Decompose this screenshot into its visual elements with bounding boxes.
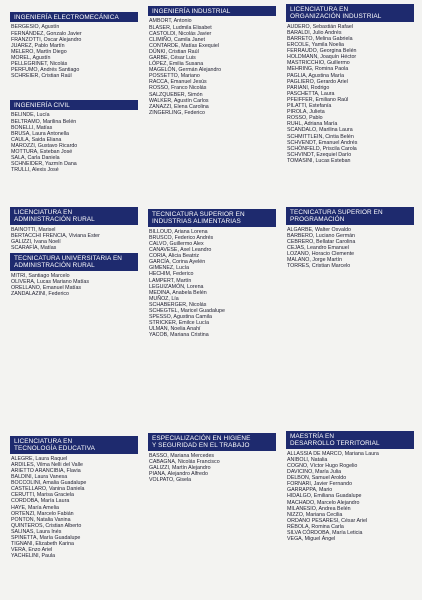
list-item: HIDALGO, Emiliana Guadalupe: [287, 493, 362, 500]
graduate-list: [286, 227, 414, 270]
list-item: FERNÁNDEZ, Gonzalo Javier: [11, 30, 82, 37]
list-item: BRUSA, Laura Antonella: [11, 130, 70, 137]
list-item: GARRAPPA, Mario: [287, 487, 333, 494]
list-item: SALA, Carla Daniela: [11, 155, 60, 162]
graduate-list: [286, 451, 414, 542]
list-item: BILLOUD, Ariana Lorena: [149, 228, 208, 235]
list-item: VERA, Enzo Ariel: [11, 547, 53, 554]
list-item: LOZANO, Horacio Clemente: [287, 251, 355, 258]
list-item: GIMENEZ, Lucía: [149, 265, 190, 272]
list-item: BAINOTTI, Marisel: [11, 226, 56, 233]
list-item: SCHNEIDER, Yazmín Dana: [11, 161, 77, 168]
list-item: BARBERO, Luciano Germán: [287, 232, 356, 239]
list-item: PIROLA, Julieta: [287, 109, 325, 116]
graduate-list: [286, 24, 414, 164]
list-item: ZINGERLING, Federico: [149, 109, 205, 116]
list-item: STRICKER, Emilce Lucía: [149, 320, 210, 327]
list-item: ROSSO, Franco Nicolás: [149, 85, 207, 92]
list-item: TRULLI, Alexis José: [11, 167, 59, 174]
section-title-line: PROGRAMACIÓN: [290, 215, 345, 223]
list-item: PILATTI, Estefanía: [287, 103, 332, 110]
list-item: CONTARDE, Matías Exequiel: [149, 42, 219, 49]
list-item: PERFUMO, Andrés Santiago: [11, 67, 80, 74]
list-item: CEJAS, Leandro Emanuel: [287, 245, 349, 252]
list-item: LÓPEZ, Emilia Susana: [149, 61, 204, 68]
list-item: GALIZZI, Ivana Noelí: [11, 239, 61, 245]
graduate-list: [10, 112, 138, 173]
list-item: LAMPERT, Martín: [149, 277, 192, 284]
list-item: DÜNKI, Cristian Raúl: [149, 48, 199, 55]
section-header: [148, 209, 276, 227]
list-item: PIANA, Alejandro Alfredo: [149, 471, 208, 478]
list-item: SCANDALO, Marilina Laura: [287, 127, 353, 134]
list-item: SCHMITTLEIN, Cintia Belén: [287, 133, 354, 140]
list-item: SCARAFÍA, Matías: [11, 245, 57, 252]
section-title-line: TECNICATURA UNIVERSITARIA EN: [14, 254, 123, 262]
list-item: VEGA, Miguel Ángel: [287, 536, 336, 543]
list-item: BERGESIO, Agustín: [11, 24, 60, 31]
list-item: ROSSO, Pablo: [287, 115, 323, 122]
list-item: FRANZOTTI, Oscar Alejandro: [11, 36, 82, 43]
list-item: MITRI, Santiago Marcelo: [11, 272, 70, 279]
list-item: SPINETTA, María Guadalupe: [11, 535, 81, 542]
section-header: [286, 207, 414, 225]
section-header: [10, 207, 138, 225]
list-item: ZANAZZI, Elena Carolina: [149, 103, 209, 110]
list-item: TIGNANI, Elizabeth Karina: [11, 541, 74, 548]
list-item: MEDINA, Anabela Belén: [149, 289, 207, 296]
list-item: BERTACCHI FRENCIA, Viviana Ester: [11, 232, 100, 239]
section-title-line: ADMINISTRACIÓN RURAL: [14, 215, 95, 223]
list-item: TORRES, Cristian Marcelo: [287, 263, 351, 270]
list-item: AUDERO, Sebastián Rafael: [287, 23, 353, 30]
list-item: TOMASINI, Lucas Esteban: [287, 157, 351, 164]
section-civil: [10, 100, 138, 173]
list-item: CORDOBA, María Laura: [11, 498, 70, 505]
list-item: ARIETTO ARANCIBIA, Flavia: [11, 468, 81, 474]
list-item: ALGARBE, Walter Osvaldo: [287, 226, 351, 233]
section-title-line: DESARROLLO TERRITORIAL: [290, 439, 380, 447]
list-item: SILVA CÓRDOBA, María Leticia: [287, 530, 363, 537]
list-item: ULMAN, Noelia Anahí: [149, 326, 201, 333]
section-title-line: INDUSTRIAS ALIMENTARIAS: [152, 217, 241, 225]
section-title-line: LICENCIATURA EN: [14, 437, 73, 445]
list-item: CERUTTI, Marisa Graciela: [11, 492, 74, 499]
list-item: JUAREZ, Pablo Martín: [11, 42, 65, 49]
list-item: CANAVESE, Axel Leandro: [149, 247, 212, 254]
section-educativa: [10, 436, 138, 559]
list-item: HAYE, María Amelia: [11, 504, 59, 511]
list-item: SPESSO, Agustina Camila: [149, 314, 213, 321]
list-item: FERRAUDO, Georgina Belén: [287, 48, 357, 55]
list-item: ANIBOLI, Natalia: [287, 456, 328, 463]
list-item: SCHVENDT, Emanuel Andrés: [287, 139, 358, 146]
list-item: PFEIFFER, Emiliano Raúl: [287, 96, 349, 103]
list-item: CABAGNA, Nicolás Francisco: [149, 458, 220, 465]
list-item: QUINTEROS, Cristian Alberto: [11, 522, 82, 529]
list-item: RUHL, Adriana María: [287, 121, 338, 128]
section-header: [286, 4, 414, 22]
section-admin-rural: [10, 207, 138, 251]
list-item: ORTENZI, Marcelo Fabián: [11, 510, 74, 517]
list-item: FORNARI, Javier Fernando: [287, 481, 353, 488]
list-item: SALINAS, Laura Inés: [11, 528, 62, 535]
list-item: WALKER, Agustín Carlos: [149, 97, 209, 104]
list-item: DELBON, Samuel Aroldo: [287, 475, 347, 482]
list-item: MOREL, Agustín: [11, 54, 51, 61]
list-item: SCHÖNFELD, Priscila Carola: [287, 145, 357, 152]
list-item: COGNO, Víctor Hugo Rogelio: [287, 463, 358, 469]
section-header: [286, 431, 414, 449]
list-item: ORDANO PESARESI, César Ariel: [287, 517, 368, 524]
list-item: SALZQUEBER, Simón: [149, 91, 203, 98]
list-item: ALLASSIA DE MARCO, Mariana Laura: [287, 450, 379, 457]
list-item: BONELLI, Matías: [11, 124, 53, 131]
list-item: ARDILES, Vilma Nelli del Valle: [11, 461, 83, 468]
section-electromecanica: [10, 12, 138, 79]
list-item: ERCOLE, Yamila Noelia: [287, 42, 344, 49]
list-item: PELLEGRINET, Nicolás: [11, 60, 68, 67]
list-item: CALVO, Guillermo Alex: [149, 241, 204, 247]
list-item: BALDINI, Laura Vanesa: [11, 474, 68, 481]
section-title-line: MAESTRÍA EN: [290, 432, 335, 440]
list-item: YACHELINI, Paula: [11, 553, 56, 560]
list-item: BARALDI, Julio Andrés: [287, 29, 342, 36]
list-item: ORELLANO, Emanuel Matías: [11, 285, 82, 291]
section-header: [10, 253, 138, 271]
section-header: [10, 436, 138, 454]
list-item: CAULA, Saida Eliana: [11, 136, 62, 143]
list-item: CORIA, Alicia Beatriz: [149, 253, 200, 260]
list-item: BLASER, Ludmila Elisabet: [149, 24, 212, 31]
section-header: [10, 12, 138, 22]
section-title-line: TECNICATURA SUPERIOR EN: [290, 208, 383, 216]
graduate-list: [10, 227, 138, 251]
list-item: BRUSCO, Federico Andrés: [149, 234, 214, 241]
section-organizacion: [286, 4, 414, 164]
section-higiene: [148, 433, 276, 483]
section-title-line: ESPECIALIZACIÓN EN HIGIENE: [152, 434, 251, 442]
list-item: BARRETO, Melina Gabriela: [287, 36, 353, 42]
list-item: SCHEGTEL, Maricel Guadalupe: [149, 308, 225, 315]
section-alimentarias: [148, 209, 276, 339]
list-item: ZANDALAZINI, Federico: [11, 291, 69, 298]
list-item: OLIVERA, Lucas Mariano Matías: [11, 278, 90, 285]
list-item: GARBE, César Luis: [149, 54, 196, 61]
section-title-line: TECNOLOGÍA EDUCATIVA: [14, 444, 95, 452]
list-item: CASTOLDI, Nicolás Javier: [149, 30, 212, 37]
list-item: AMBORT, Antonio: [149, 18, 192, 25]
section-title-line: ORGANIZACIÓN INDUSTRIAL: [290, 12, 382, 20]
list-item: MILANESIO, Andrea Belén: [287, 505, 351, 512]
graduate-list: [10, 456, 138, 560]
list-item: MAGELÓN, Germán Alejandro: [149, 67, 222, 74]
section-title-line: INGENIERÍA CIVIL: [14, 101, 70, 109]
graduate-list: [148, 453, 276, 483]
list-item: CEBRERO, Bellatar Carolina: [287, 239, 356, 245]
list-item: GARCÍA, Corina Ayelén: [149, 259, 206, 266]
section-title-line: LICENCIATURA EN: [14, 208, 73, 216]
list-item: BELINDE, Lucía: [11, 112, 50, 119]
list-item: HECHIM, Federico: [149, 271, 194, 278]
section-industrial: [148, 6, 276, 116]
list-item: PAGLIA, Agustina María: [287, 72, 345, 79]
graduate-list: [148, 229, 276, 339]
section-maestria: [286, 431, 414, 542]
section-header: [148, 433, 276, 451]
section-title-line: INGENIERÍA INDUSTRIAL: [152, 7, 231, 15]
section-title-line: INGENIERÍA ELECTROMECÁNICA: [14, 13, 119, 21]
list-item: POSSETTO, Mariano: [149, 73, 200, 80]
list-item: RACCA, Emanuel Jesús: [149, 79, 207, 86]
list-item: MAROZZI, Gustavo Ricardo: [11, 142, 78, 149]
section-tec-admin-rural: [10, 253, 138, 297]
list-item: MACHADO, Marcelo Alejandro: [287, 499, 360, 506]
list-item: SCHABERGER, Nicolás: [149, 301, 207, 308]
list-item: MELERO, Martín Diego: [11, 48, 67, 55]
list-item: YACOB, Mariana Cristina: [149, 332, 209, 339]
section-header: [10, 100, 138, 110]
list-item: MEHRING, Romina Paola: [287, 66, 349, 73]
section-programacion: [286, 207, 414, 269]
graduate-list: [10, 24, 138, 79]
list-item: HOLDMANN, Joaquín Héctor: [287, 54, 357, 61]
list-item: BOCCOLINI, Amalia Guadalupe: [11, 480, 87, 487]
list-item: MOTTURA, Esteban José: [11, 148, 73, 155]
graduate-list: [148, 18, 276, 116]
list-item: DAVICINO, María Julia: [287, 469, 342, 476]
list-item: MASTRICCHIO, Guillermo: [287, 60, 350, 67]
list-item: VOLPATO, Gisela: [149, 477, 192, 484]
graduate-list: [10, 273, 138, 297]
list-item: PAGLIERO, Gerardo Ariel: [287, 78, 348, 85]
list-item: GALIZZI, Martín Alejandro: [149, 465, 211, 471]
section-header: [148, 6, 276, 16]
list-item: PONTON, Natalia Vanina: [11, 516, 71, 523]
list-item: MALANO, Jorge Martín: [287, 257, 343, 264]
section-title-line: LICENCIATURA EN: [290, 5, 349, 13]
list-item: SCHVINDT, Ezequiel Darío: [287, 151, 352, 158]
list-item: ALEGRE, Laura Raquel: [11, 455, 68, 462]
list-item: NIZZO, Mariana Cecilia: [287, 511, 343, 518]
section-title-line: TECNICATURA SUPERIOR EN: [152, 210, 245, 218]
list-item: SCHREIER, Cristian Raúl: [11, 73, 72, 80]
section-title-line: Y SEGURIDAD EN EL TRABAJO: [152, 441, 250, 449]
list-item: BELTRAMO, Marilina Belén: [11, 118, 77, 125]
list-item: CLIMIÑO, Camila Janet: [149, 36, 205, 43]
list-item: PARIANI, Rodrigo: [287, 84, 330, 91]
list-item: CASTELLARO, Vanina Daniela: [11, 486, 85, 493]
list-item: LEGUIZAMÓN, Lorena: [149, 283, 204, 290]
list-item: PASCHETTA, Laura: [287, 90, 335, 97]
list-item: MUÑOZ, Lía: [149, 295, 179, 302]
section-title-line: ADMINISTRACIÓN RURAL: [14, 261, 95, 269]
list-item: RÉBOLA, Romina Carla: [287, 523, 344, 530]
list-item: BASSO, Mariana Mercedes: [149, 452, 215, 459]
